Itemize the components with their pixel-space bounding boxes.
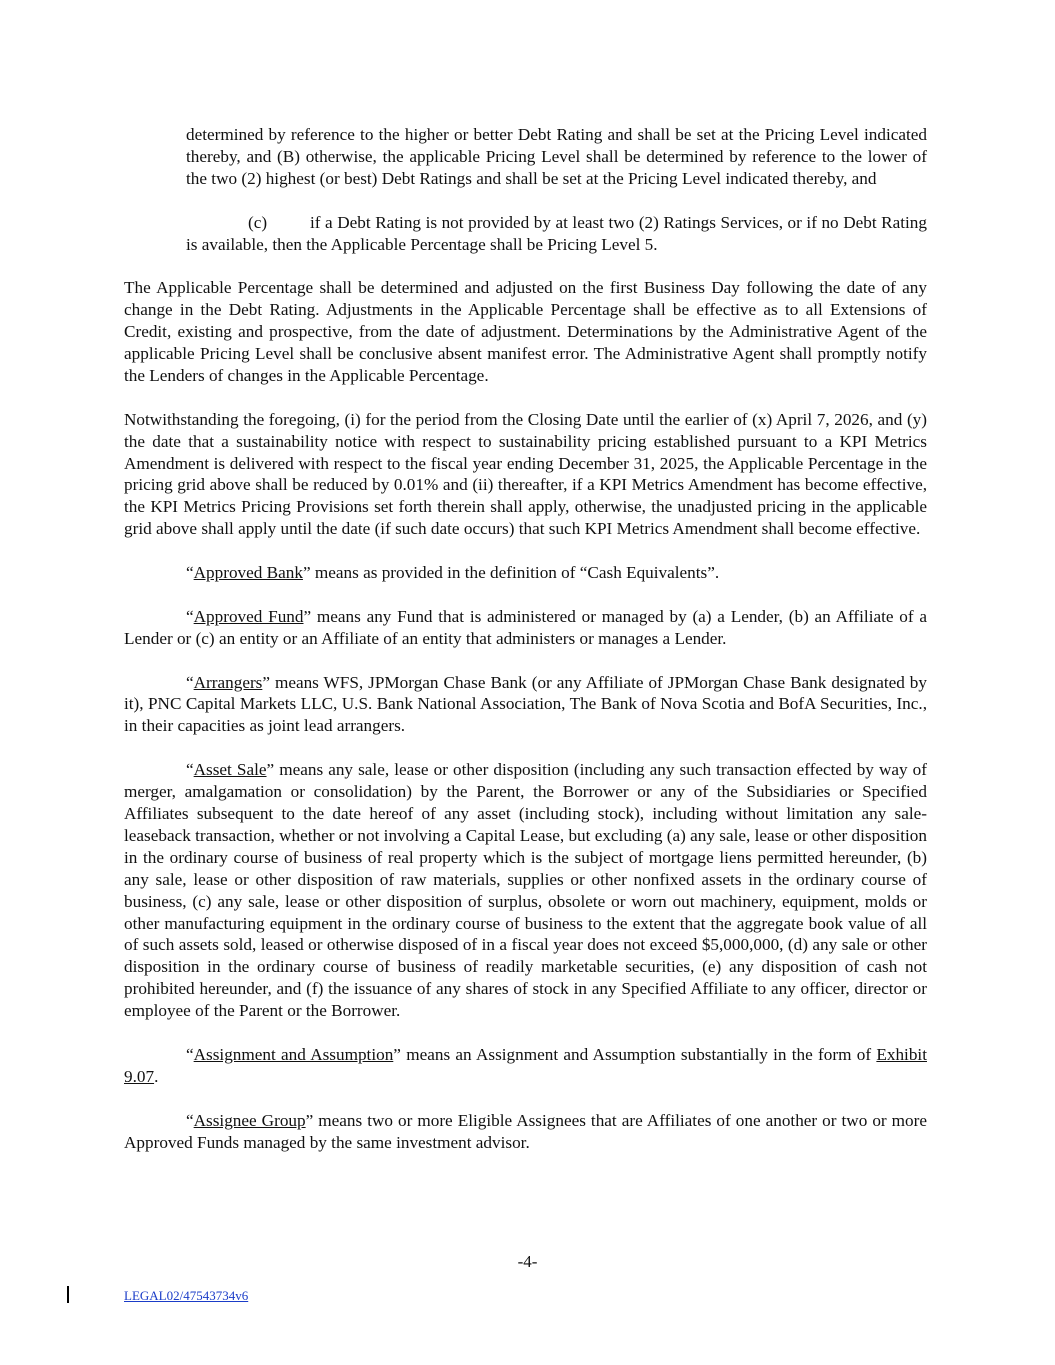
definition-approved-bank	[124, 562, 927, 584]
document-id-link[interactable]: LEGAL02/47543734v6	[124, 1288, 249, 1303]
open-quote: “	[186, 1044, 194, 1064]
document-body	[124, 124, 927, 1175]
term-assignee-group: Assignee Group	[193, 1110, 306, 1130]
paragraph-applicable-percentage: The Applicable Percentage shall be determined and adjusted on the first Business Day following the date of any change in the Debt Rating. Adjustments in the Applicable Percentage shall be effective as to all Extensions of Credit, existing and prospective, from the date of adjustment. Determinations by the Administrative Agent of the applicable Pricing Level shall be conclusive absent manifest error. The Administrative Agent shall promptly notify the Lenders of changes in the Applicable Percentage.	[124, 278, 927, 385]
definition-arrangers	[124, 672, 927, 738]
clause-c-label: (c)	[248, 212, 268, 232]
page-number: -4-	[517, 1252, 538, 1271]
open-quote: “	[186, 672, 194, 692]
definition-text: ” means any sale, lease or other disposition (including any such transaction effected by way of merger, amalgamation or consolidation) by the Parent, the Borrower or any of the Subsidiaries or Specified Affiliates subsequent to the date hereof of any asset (including stock), including without limitation any sale-leaseback transaction, whether or not involving a Capital Lease, but excluding (a) any sale, lease or other disposition in the ordinary course of business of real property which is the subject of mortgage liens permitted hereunder, (b) any sale, lease or other disposition of raw materials, supplies or other nonfixed assets in the ordinary course of business, (c) any sale, lease or other disposition of surplus, obsolete or worn out machinery, equipment, molds or other manufacturing equipment in the ordinary course of business to the extent that the aggregate book value of all of such assets sold, leased or otherwise disposed of in a fiscal year does not exceed $5,000,000, (d) any sale or other disposition in the ordinary course of business of readily marketable securities, (e) any disposition of cash not prohibited hereunder, and (f) the issuance of any shares of stock in any Specified Affiliate to any officer, director or employee of the Parent or the Borrower.	[124, 760, 927, 1021]
term-approved-fund: Approved Fund	[193, 606, 304, 626]
definition-assignment-and-assumption	[124, 1044, 927, 1088]
term-arrangers: Arrangers	[193, 672, 263, 692]
paragraph-pricing-level-b: determined by reference to the higher or better Debt Rating and shall be set at the Pricing Level indicated thereby, and (B) otherwise, the applicable Pricing Level shall be determined by reference to the lower of the two (2) highest (or best) Debt Ratings and shall be set at the Pricing Level indicated thereby, and	[186, 125, 927, 188]
definition-assignee-group	[124, 1110, 927, 1154]
exhibit-reference-link[interactable]: Exhibit 9.07	[124, 1044, 927, 1086]
definition-end: .	[154, 1066, 159, 1086]
term-assignment-and-assumption: Assignment and Assumption	[193, 1044, 394, 1064]
revision-bar	[67, 1286, 69, 1303]
definition-asset-sale	[124, 759, 927, 1022]
definition-approved-fund	[124, 606, 927, 650]
open-quote: “	[186, 760, 194, 780]
paragraph-notwithstanding: Notwithstanding the foregoing, (i) for the period from the Closing Date until the earlier of (x) April 7, 2026, and (y) the date that a sustainability notice with respect to sustainability pricing established pursuant to a KPI Metrics Amendment is delivered with respect to the fiscal year ending December 31, 2025, the Applicable Percentage in the pricing grid above shall be reduced by 0.01% and (ii) thereafter, if a KPI Metrics Amendment has become effective, the KPI Metrics Pricing Provisions set forth therein shall apply, otherwise, the unadjusted pricing in the applicable grid above shall apply until the date (if such date occurs) that such KPI Metrics Amendment shall become effective.	[124, 409, 927, 539]
definition-text: ” means two or more Eligible Assignees that are Affiliates of one another or two or more Approved Funds managed by the same investment advisor.	[124, 1110, 927, 1152]
term-approved-bank: Approved Bank	[193, 563, 303, 583]
definition-text: ” means an Assignment and Assumption substantially in the form of	[393, 1044, 877, 1064]
open-quote: “	[186, 1110, 194, 1130]
paragraph-clause-c	[186, 212, 927, 256]
open-quote: “	[186, 606, 194, 626]
open-quote: “	[186, 563, 194, 583]
definition-text: ” means WFS, JPMorgan Chase Bank (or any Affiliate of JPMorgan Chase Bank designated by it), PNC Capital Markets LLC, U.S. Bank National Association, The Bank of Nova Scotia and BofA Securities, Inc., in their capacities as joint lead arrangers.	[124, 672, 927, 736]
definition-text: ” means as provided in the definition of “Cash Equivalents”.	[302, 563, 720, 583]
term-asset-sale: Asset Sale	[193, 760, 267, 780]
definition-text: ” means any Fund that is administered or managed by (a) a Lender, (b) an Affiliate of a Lender or (c) an entity or an Affiliate of an entity that administers or manages a Lender.	[124, 606, 927, 648]
clause-c-text: if a Debt Rating is not provided by at least two (2) Ratings Services, or if no Debt Rating is available, then the Applicable Percentage shall be Pricing Level 5.	[186, 212, 927, 254]
